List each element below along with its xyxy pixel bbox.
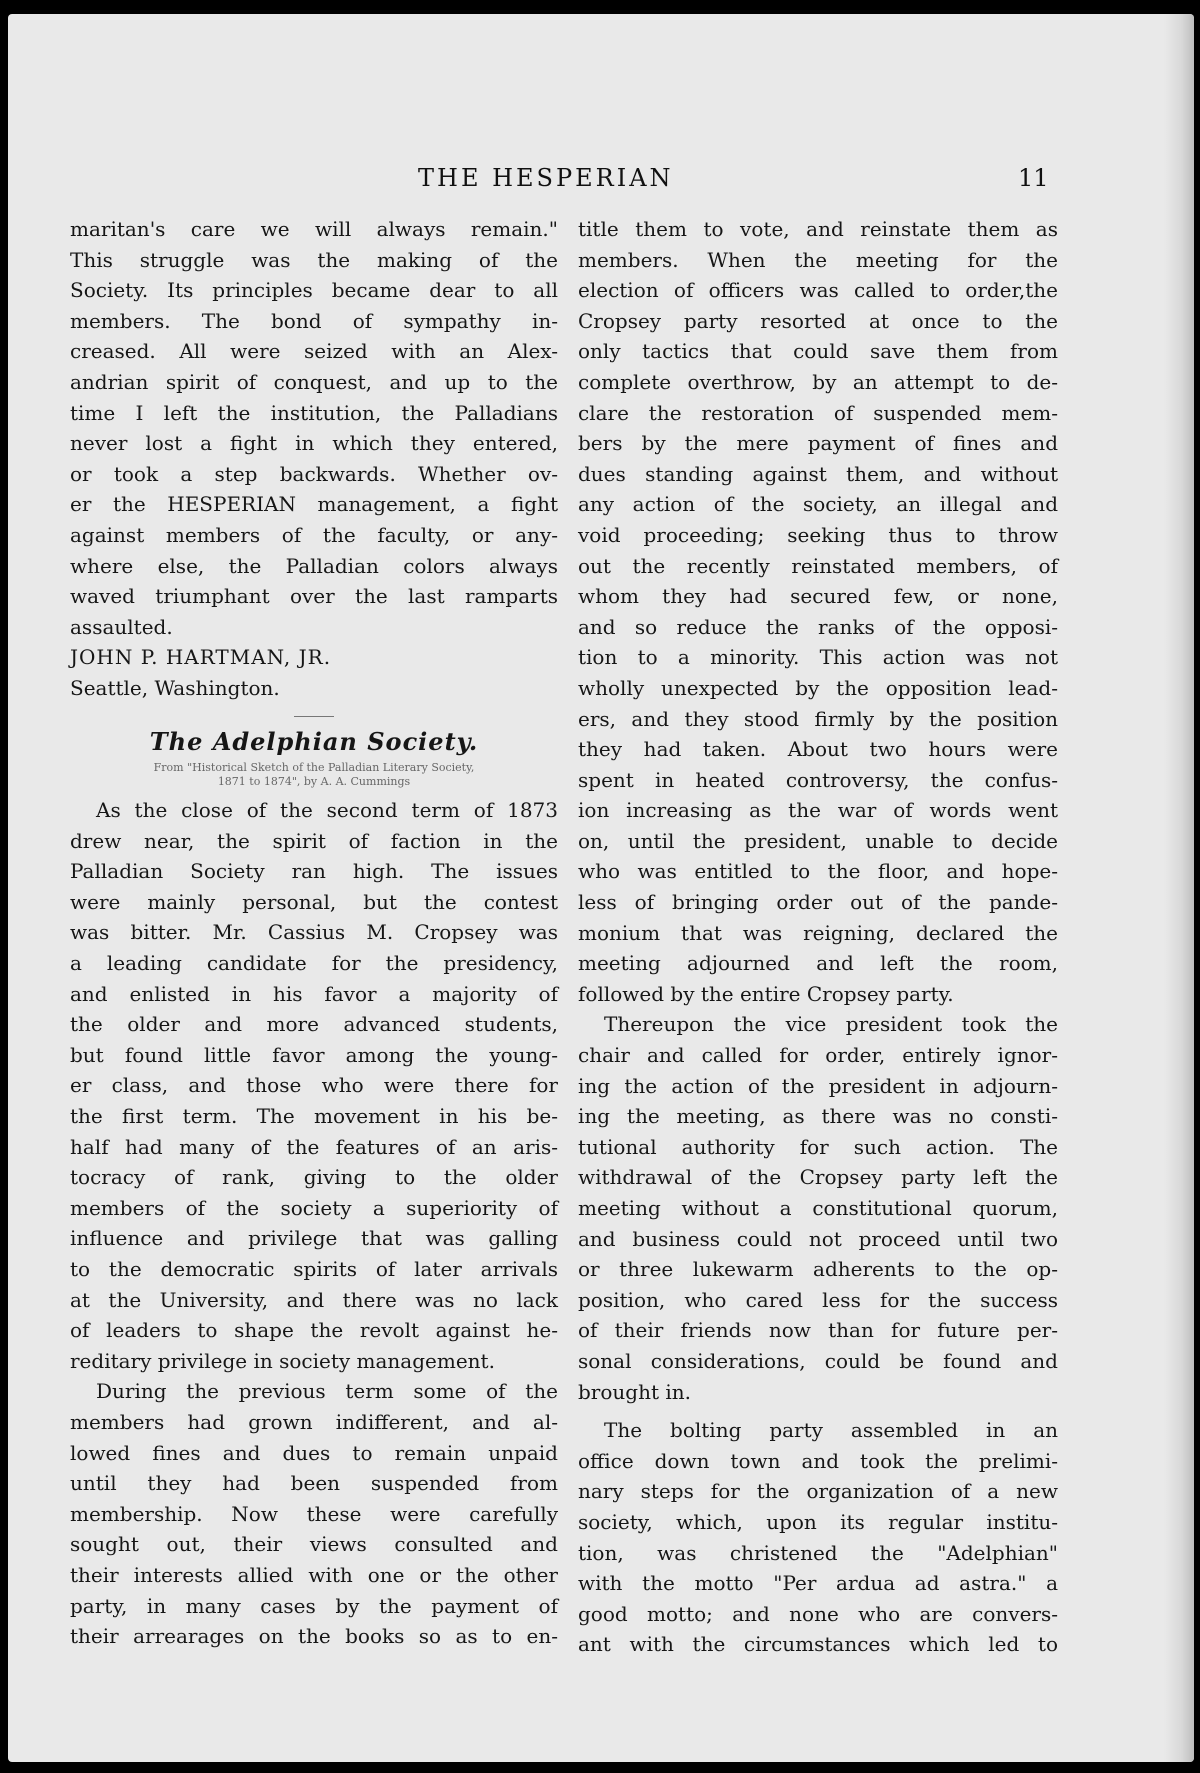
text-line: title them to vote, and reinstate them as bbox=[578, 217, 1058, 241]
text-line: wholly unexpected by the opposition lead- bbox=[578, 675, 1058, 700]
text-line: and so reduce the ranks of the opposi- bbox=[578, 614, 1058, 639]
signature-name: JOHN P. HARTMAN, JR. bbox=[70, 645, 332, 670]
article-title: The Adelphian Society. bbox=[149, 726, 479, 756]
text-line: reditary privilege in society management. bbox=[70, 1348, 495, 1373]
text-line: against members of the faculty, or any- bbox=[70, 522, 558, 547]
text-line: ant with the circumstances which led to bbox=[578, 1632, 1058, 1657]
text-line: monium that was reigning, declared the bbox=[578, 920, 1058, 945]
text-line: er the HESPERIAN management, a fight bbox=[70, 492, 558, 517]
closing-paragraph-previous-article bbox=[70, 214, 558, 642]
text-line: ers, and they stood firmly by the position bbox=[578, 706, 1058, 731]
text-line: members had grown indifferent, and al- bbox=[70, 1409, 558, 1434]
text-line: until they had been suspended from bbox=[70, 1471, 558, 1496]
running-head: THE HESPERIAN bbox=[418, 164, 674, 192]
text-line: tion, was christened the "Adelphian" bbox=[578, 1540, 1058, 1565]
text-line: on, until the president, unable to decide bbox=[578, 828, 1058, 853]
text-line: half had many of the features of an aris- bbox=[70, 1134, 558, 1159]
text-line: As the close of the second term of 1873 bbox=[96, 798, 558, 823]
text-line: followed by the entire Cropsey party. bbox=[578, 981, 954, 1006]
text-line: the first term. The movement in his be- bbox=[70, 1104, 558, 1129]
text-line: of leaders to shape the revolt against he- bbox=[70, 1318, 558, 1343]
text-line: their interests allied with one or the other bbox=[70, 1562, 558, 1587]
text-line: were mainly personal, but the contest bbox=[70, 889, 558, 914]
text-line: Thereupon the vice president took the bbox=[604, 1012, 1058, 1037]
text-line: withdrawal of the Cropsey party left the bbox=[578, 1165, 1058, 1190]
text-line: chair and called for order, entirely ignor- bbox=[578, 1043, 1058, 1068]
text-line: or took a step backwards. Whether ov- bbox=[70, 461, 558, 486]
text-line: dues standing against them, and without bbox=[578, 461, 1058, 486]
text-line: drew near, the spirit of faction in the bbox=[70, 828, 558, 853]
text-line: out the recently reinstated members, of bbox=[578, 553, 1058, 578]
text-line: sonal considerations, could be found and bbox=[578, 1348, 1058, 1373]
scanned-page bbox=[8, 14, 1194, 1762]
paragraph-continued bbox=[578, 214, 1058, 1009]
paragraph-vice-president bbox=[578, 1009, 1058, 1407]
text-line: ing the meeting, as there was no consti- bbox=[578, 1104, 1058, 1129]
text-line: er class, and those who were there for bbox=[70, 1073, 558, 1098]
text-line: a leading candidate for the presidency, bbox=[70, 951, 558, 976]
text-line: never lost a fight in which they entered, bbox=[70, 431, 558, 456]
section-divider bbox=[294, 716, 334, 717]
text-line: tutional authority for such action. The bbox=[578, 1134, 1058, 1159]
text-line: position, who cared less for the success bbox=[578, 1287, 1058, 1312]
text-line: sought out, their views consulted and bbox=[70, 1532, 558, 1557]
text-line: Palladian Society ran high. The issues bbox=[70, 859, 558, 884]
text-line: maritan's care we will always remain." bbox=[70, 217, 558, 241]
text-line: their arrearages on the books so as to en- bbox=[70, 1624, 558, 1649]
text-line: Society. Its principles became dear to all bbox=[70, 278, 558, 303]
text-line: Cropsey party resorted at once to the bbox=[578, 308, 1058, 333]
text-line: and business could not proceed until two bbox=[578, 1226, 1058, 1251]
text-line: party, in many cases by the payment of bbox=[70, 1593, 558, 1618]
text-line: clare the restoration of suspended mem- bbox=[578, 400, 1058, 425]
text-line: ing the action of the president in adjourn- bbox=[578, 1073, 1058, 1098]
text-line: meeting without a constitutional quorum, bbox=[578, 1196, 1058, 1220]
text-line: members of the society a superiority of bbox=[70, 1195, 558, 1220]
text-line: they had taken. About two hours were bbox=[578, 737, 1058, 762]
text-line: ion increasing as the war of words went bbox=[578, 798, 1058, 823]
text-line: only tactics that could save them from bbox=[578, 339, 1058, 364]
paragraph-bolting-party bbox=[578, 1415, 1058, 1660]
text-line: office down town and took the prelimi- bbox=[578, 1448, 1058, 1473]
text-line: was bitter. Mr. Cassius M. Cropsey was bbox=[70, 920, 558, 945]
article-source-line-1: From "Historical Sketch of the Palladian Literary Society, bbox=[153, 761, 475, 775]
page-number: 11 bbox=[1018, 164, 1049, 192]
text-line: During the previous term some of the bbox=[96, 1379, 558, 1404]
text-line: void proceeding; seeking thus to throw bbox=[578, 522, 1058, 547]
text-line: any action of the society, an illegal and bbox=[578, 492, 1058, 517]
text-line: influence and privilege that was galling bbox=[70, 1226, 558, 1251]
text-line: lowed fines and dues to remain unpaid bbox=[70, 1440, 558, 1465]
text-line: and enlisted in his favor a majority of bbox=[70, 981, 558, 1006]
text-line: meeting adjourned and left the room, bbox=[578, 951, 1058, 976]
text-line: The bolting party assembled in an bbox=[604, 1418, 1058, 1443]
text-line: the older and more advanced students, bbox=[70, 1012, 558, 1037]
text-line: who was entitled to the floor, and hope- bbox=[578, 859, 1058, 884]
text-line: at the University, and there was no lack bbox=[70, 1287, 558, 1312]
text-line: election of officers was called to order,the bbox=[578, 278, 1058, 303]
text-line: with the motto "Per ardua ad astra." a bbox=[578, 1571, 1058, 1596]
text-line: tocracy of rank, giving to the older bbox=[70, 1165, 558, 1190]
text-line: but found little favor among the young- bbox=[70, 1042, 558, 1067]
text-line: or three lukewarm adherents to the op- bbox=[578, 1257, 1058, 1282]
text-line: of their friends now than for future per- bbox=[578, 1318, 1058, 1343]
text-line: membership. Now these were carefully bbox=[70, 1501, 558, 1526]
text-line: This struggle was the making of the bbox=[70, 247, 558, 272]
text-line: bers by the mere payment of fines and bbox=[578, 431, 1058, 456]
article-source-line-2: 1871 to 1874", by A. A. Cummings bbox=[217, 775, 411, 789]
text-line: brought in. bbox=[578, 1379, 691, 1404]
article-source bbox=[70, 761, 558, 789]
text-line: complete overthrow, by an attempt to de- bbox=[578, 369, 1058, 394]
text-line: time I left the institution, the Palladians bbox=[70, 400, 558, 425]
text-line: whom they had secured few, or none, bbox=[578, 584, 1058, 609]
text-line: society, which, upon its regular institu- bbox=[578, 1509, 1058, 1534]
page-edge-shadow bbox=[1164, 14, 1194, 1762]
text-line: members. The bond of sympathy in- bbox=[70, 308, 558, 333]
text-line: creased. All were seized with an Alex- bbox=[70, 339, 558, 364]
signature-place: Seattle, Washington. bbox=[70, 675, 280, 700]
paragraph-1 bbox=[70, 795, 558, 1376]
paragraph-2 bbox=[70, 1376, 558, 1651]
left-column bbox=[70, 214, 558, 1652]
text-line: tion to a minority. This action was not bbox=[578, 645, 1058, 670]
text-line: waved triumphant over the last ramparts bbox=[70, 584, 558, 609]
text-line: andrian spirit of conquest, and up to the bbox=[70, 369, 558, 394]
text-line: good motto; and none who are convers- bbox=[578, 1601, 1058, 1626]
text-line: members. When the meeting for the bbox=[578, 247, 1058, 272]
text-line: spent in heated controversy, the confus- bbox=[578, 767, 1058, 792]
text-line: less of bringing order out of the pande- bbox=[578, 890, 1058, 915]
text-line: where else, the Palladian colors always bbox=[70, 553, 558, 578]
text-line: assaulted. bbox=[70, 614, 173, 639]
right-column bbox=[578, 214, 1058, 1660]
text-line: to the democratic spirits of later arrivals bbox=[70, 1257, 558, 1281]
text-line: nary steps for the organization of a new bbox=[578, 1479, 1058, 1504]
